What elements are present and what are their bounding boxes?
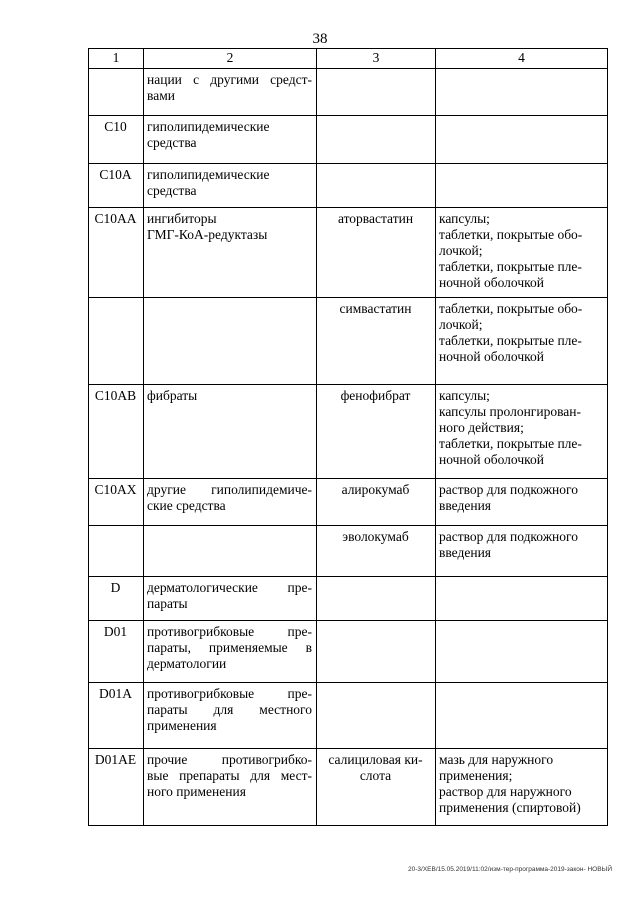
table-body [89, 69, 608, 826]
dosage-forms-cell [436, 479, 608, 526]
group-text-line: средства [147, 135, 197, 150]
inn-cell: фенофибрат [317, 385, 436, 479]
anatomical-group-cell [144, 479, 317, 526]
atc-code-cell [89, 69, 144, 116]
page-number: 38 [312, 31, 328, 47]
anatomical-group-cell [144, 577, 317, 621]
dosage-forms-cell [436, 116, 608, 164]
group-text-line: дерматологии [147, 656, 227, 671]
dosage-form-line: таблетки, покрытые пле- [439, 333, 582, 348]
inn-cell [317, 69, 436, 116]
dosage-form-line: введения [439, 545, 492, 560]
inn-cell [317, 621, 436, 683]
dosage-form-line: применения (спиртовой) [439, 800, 581, 815]
dosage-form-line: раствор для подкожного [439, 482, 578, 497]
header-row [89, 49, 608, 69]
anatomical-group-cell [144, 385, 317, 479]
anatomical-group-cell [144, 164, 317, 208]
inn-cell: симвастатин [317, 298, 436, 385]
anatomical-group-cell [144, 749, 317, 826]
group-text-line: противогрибковые пре- [147, 686, 312, 701]
dosage-forms-cell [436, 385, 608, 479]
table-row [89, 116, 608, 164]
atc-code-cell: D01 [89, 621, 144, 683]
dosage-form-line: введения [439, 498, 492, 513]
atc-code-cell: D01A [89, 683, 144, 749]
dosage-form-line: мазь для наружного [439, 752, 554, 767]
dosage-form-line: ночной оболочкой [439, 349, 544, 364]
anatomical-group-cell [144, 298, 317, 385]
inn-cell [317, 683, 436, 749]
group-text-line: ингибиторы [147, 211, 217, 226]
header-cell: 2 [144, 49, 317, 69]
table-row [89, 621, 608, 683]
anatomical-group-cell [144, 621, 317, 683]
dosage-forms-cell [436, 69, 608, 116]
group-text-line: другие гиполипидемиче- [147, 482, 312, 497]
atc-code-cell: D01AE [89, 749, 144, 826]
footer-file-info: 20-3/ХЕВ/15.05.2019/11:02/изм-тер-программа-2019-закон- НОВЫЙ [408, 866, 612, 873]
group-text-line: ские средства [147, 498, 226, 513]
atc-code-cell: C10 [89, 116, 144, 164]
dosage-form-line: ночной оболочкой [439, 452, 544, 467]
atc-code-cell [89, 298, 144, 385]
group-text-line: противогрибковые пре- [147, 624, 312, 639]
dosage-forms-cell [436, 164, 608, 208]
group-text-line: применения [147, 718, 217, 733]
atc-code-cell: D [89, 577, 144, 621]
dosage-form-line: капсулы пролонгирован- [439, 404, 581, 419]
table-row [89, 683, 608, 749]
dosage-form-line: раствор для подкожного [439, 529, 578, 544]
inn-cell [317, 116, 436, 164]
table-row [89, 298, 608, 385]
table-row [89, 526, 608, 577]
dosage-form-line: ночной оболочкой [439, 275, 544, 290]
anatomical-group-cell [144, 526, 317, 577]
dosage-form-line: ного действия; [439, 420, 524, 435]
dosage-form-line: капсулы; [439, 211, 490, 226]
group-text-line: средства [147, 183, 197, 198]
dosage-form-line: таблетки, покрытые пле- [439, 436, 582, 451]
table-row [89, 479, 608, 526]
anatomical-group-cell [144, 683, 317, 749]
table-row [89, 208, 608, 298]
group-text-line: прочие противогрибко- [147, 752, 312, 767]
inn-cell: эволокумаб [317, 526, 436, 577]
group-text-line: вые препараты для мест- [147, 768, 312, 783]
table-row [89, 385, 608, 479]
dosage-forms-cell [436, 208, 608, 298]
inn-cell: салициловая ки- слота [317, 749, 436, 826]
atc-code-cell: C10AX [89, 479, 144, 526]
group-text-line: фибраты [147, 388, 198, 403]
dosage-form-line: раствор для наружного [439, 784, 572, 799]
group-text-line: параты для местного [147, 702, 312, 717]
anatomical-group-cell [144, 208, 317, 298]
dosage-forms-cell [436, 749, 608, 826]
group-text-line: вами [147, 88, 175, 103]
dosage-form-line: таблетки, покрытые обо- [439, 301, 583, 316]
drug-table [88, 48, 608, 826]
group-text-line: гиполипидемические [147, 167, 270, 182]
dosage-forms-cell [436, 621, 608, 683]
group-text-line: гиполипидемические [147, 119, 270, 134]
group-text-line: нации с другими средст- [147, 72, 312, 87]
atc-code-cell: C10AB [89, 385, 144, 479]
group-text-line: дерматологические пре- [147, 580, 312, 595]
atc-code-cell: C10A [89, 164, 144, 208]
dosage-forms-cell [436, 526, 608, 577]
header-cell: 4 [436, 49, 608, 69]
inn-cell: алирокумаб [317, 479, 436, 526]
dosage-forms-cell [436, 577, 608, 621]
inn-cell [317, 164, 436, 208]
atc-code-cell [89, 526, 144, 577]
group-text-line: параты, применяемые в [147, 640, 312, 655]
dosage-forms-cell [436, 298, 608, 385]
dosage-form-line: лочкой; [439, 317, 483, 332]
atc-code-cell: C10AA [89, 208, 144, 298]
inn-cell: аторвастатин [317, 208, 436, 298]
table-row [89, 577, 608, 621]
group-text-line: ГМГ-КоА-редуктазы [147, 227, 268, 242]
anatomical-group-cell [144, 69, 317, 116]
table-row [89, 164, 608, 208]
header-cell: 1 [89, 49, 144, 69]
dosage-form-line: применения; [439, 768, 513, 783]
dosage-form-line: таблетки, покрытые пле- [439, 259, 582, 274]
dosage-form-line: лочкой; [439, 243, 483, 258]
anatomical-group-cell [144, 116, 317, 164]
group-text-line: параты [147, 596, 188, 611]
group-text-line: ного применения [147, 784, 246, 799]
dosage-form-line: капсулы; [439, 388, 490, 403]
table-row [89, 69, 608, 116]
inn-cell [317, 577, 436, 621]
dosage-forms-cell [436, 683, 608, 749]
dosage-form-line: таблетки, покрытые обо- [439, 227, 583, 242]
header-cell: 3 [317, 49, 436, 69]
table-row [89, 749, 608, 826]
